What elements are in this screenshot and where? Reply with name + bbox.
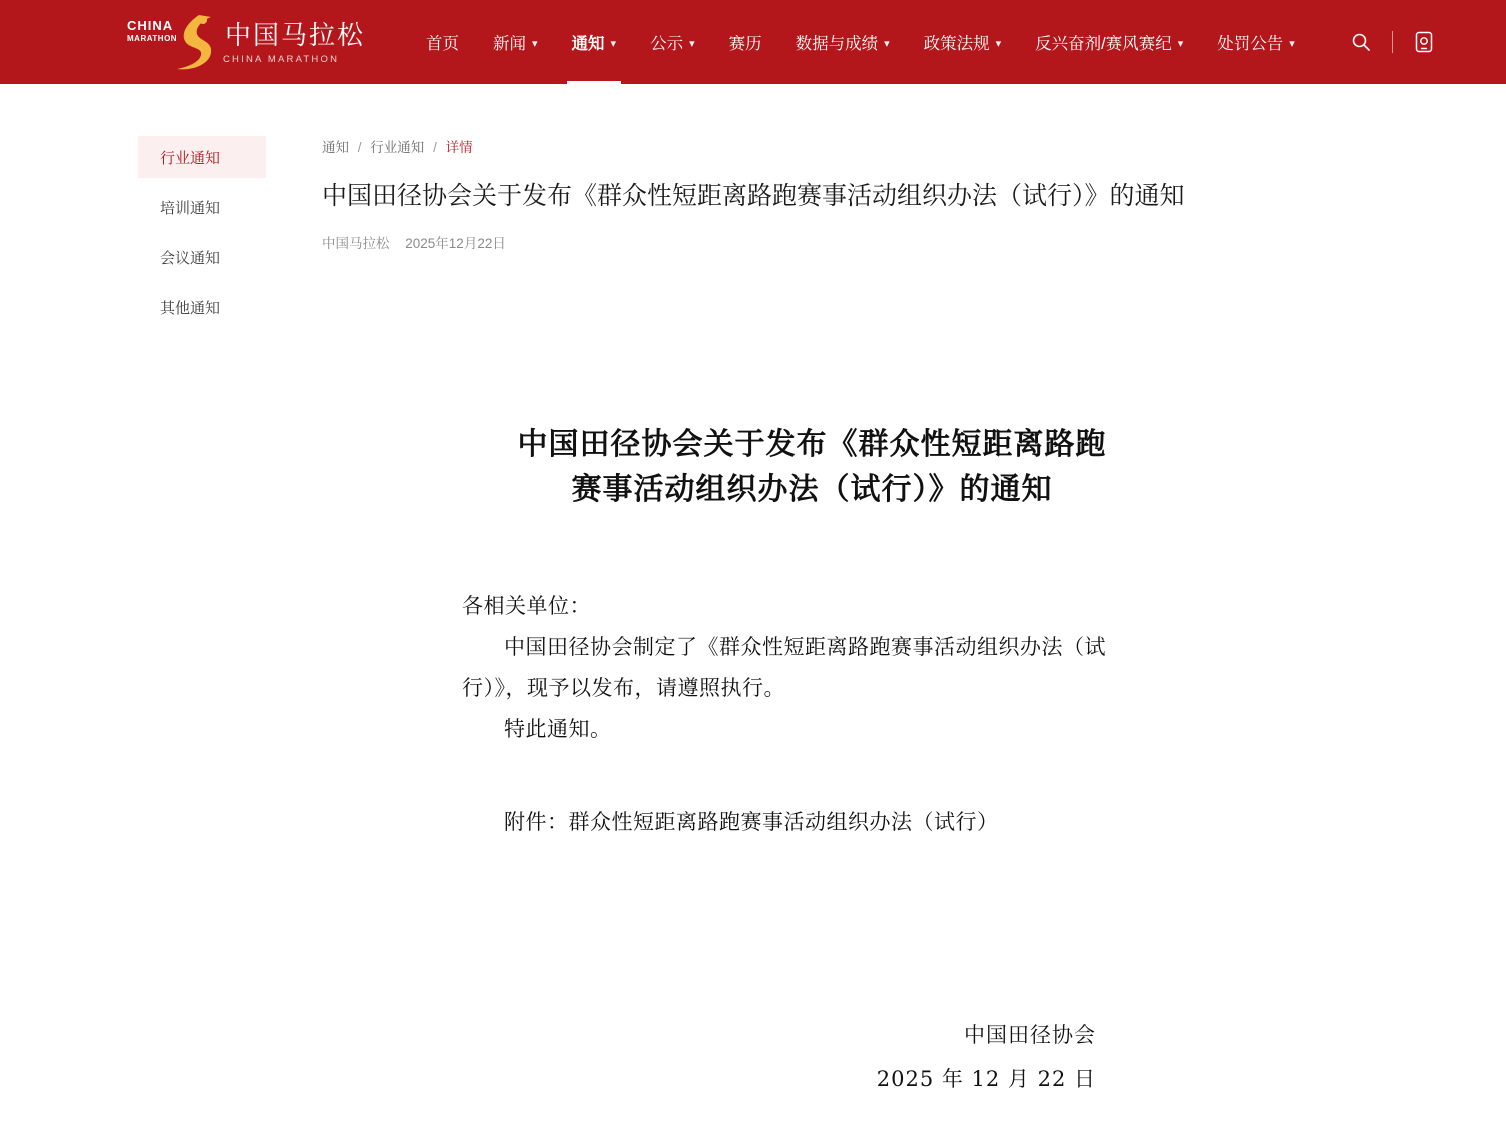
breadcrumb <box>322 136 1282 156</box>
header-divider <box>1392 31 1393 53</box>
page-title: 中国田径协会关于发布《群众性短距离路跑赛事活动组织办法（试行）》的通知 <box>322 182 1185 210</box>
chevron-down-icon: ▾ <box>995 37 1002 50</box>
brand-name-en: CHINA MARATHON <box>223 54 340 65</box>
document-title-line-2: 赛事活动组织办法（试行）》的通知 <box>571 472 1053 508</box>
nav-label: 处罚公告 <box>1217 35 1284 53</box>
nav-item-policy[interactable] <box>907 0 1019 84</box>
chevron-down-icon: ▾ <box>610 37 617 50</box>
header-tools <box>1346 27 1439 57</box>
sidebar-item-label: 会议通知 <box>160 249 221 267</box>
nav-item-penalty[interactable] <box>1200 0 1312 84</box>
article-main <box>322 136 1282 1101</box>
nav-label: 新闻 <box>493 35 527 53</box>
nav-label: 政策法规 <box>923 35 990 53</box>
category-sidebar <box>138 136 266 1101</box>
breadcrumb-separator: / <box>433 140 437 155</box>
nav-label: 数据与成绩 <box>795 35 879 53</box>
document-attachment[interactable]: 附件：群众性短距离路跑赛事活动组织办法（试行） <box>504 810 999 834</box>
nav-item-notice[interactable] <box>555 0 634 84</box>
chevron-down-icon: ▾ <box>1289 37 1295 50</box>
sidebar-item-industry-notice[interactable] <box>138 136 266 178</box>
chevron-down-icon: ▾ <box>689 37 695 50</box>
breadcrumb-separator: / <box>357 140 362 155</box>
page-content <box>0 84 1506 1101</box>
breadcrumb-item-detail: 详情 <box>445 140 473 155</box>
nav-label: 赛历 <box>728 35 762 53</box>
signature-organization: 中国田径协会 <box>964 1022 1096 1047</box>
breadcrumb-item-industry-notice[interactable]: 行业通知 <box>370 140 425 155</box>
sidebar-item-label: 培训通知 <box>160 199 221 217</box>
nav-item-data-results[interactable] <box>779 0 907 84</box>
nav-label: 公示 <box>650 35 684 53</box>
document-title-line-1: 中国田径协会关于发布《群众性短距离路跑 <box>517 427 1107 463</box>
logo-mark-bottom-text: MARATHON <box>127 34 178 43</box>
search-icon <box>1351 32 1371 52</box>
document-paragraph-2: 特此通知。 <box>504 717 612 742</box>
chevron-down-icon: ▾ <box>884 37 890 50</box>
runner-swoosh-icon <box>169 13 215 71</box>
china-marathon-logo-icon <box>123 11 219 73</box>
brand-name-cn: 中国马拉松 <box>225 20 366 50</box>
nav-item-calendar[interactable] <box>712 0 779 84</box>
sidebar-item-label: 其他通知 <box>160 299 221 317</box>
document-title <box>462 422 1162 512</box>
nav-item-news[interactable] <box>476 0 555 84</box>
nav-label: 反兴奋剂/赛风赛纪 <box>1035 35 1172 53</box>
article-meta <box>322 232 1282 252</box>
logo-mark-top-text: CHINA <box>127 18 174 33</box>
document-paragraph-1: 中国田径协会制定了《群众性短距离路跑赛事活动组织办法（试行）》，现予以发布，请遵照执行。 <box>462 635 1106 701</box>
sidebar-item-meeting-notice[interactable] <box>138 236 266 278</box>
sidebar-item-other-notice[interactable] <box>138 286 266 328</box>
chevron-down-icon: ▾ <box>532 37 538 50</box>
sidebar-item-label: 行业通知 <box>160 149 221 167</box>
breadcrumb-item-notice[interactable]: 通知 <box>322 140 349 155</box>
document-signature <box>462 1013 1162 1101</box>
mobile-app-icon <box>1414 31 1434 53</box>
nav-label: 首页 <box>426 35 460 53</box>
article-date: 2025年12月22日 <box>405 236 506 252</box>
article-source: 中国马拉松 <box>322 236 390 252</box>
nav-item-home[interactable] <box>409 0 476 84</box>
nav-item-announcement[interactable] <box>633 0 712 84</box>
signature-date: 2025 年 12 月 22 日 <box>876 1067 1096 1092</box>
nav-item-anti-doping[interactable] <box>1018 0 1200 84</box>
document-spacer <box>462 750 1162 802</box>
sidebar-item-training-notice[interactable] <box>138 186 266 228</box>
chevron-down-icon: ▾ <box>1177 37 1184 50</box>
site-header <box>0 0 1506 84</box>
mobile-app-button[interactable] <box>1409 27 1439 57</box>
nav-label: 通知 <box>571 35 605 53</box>
search-button[interactable] <box>1346 27 1376 57</box>
main-navigation <box>409 0 1312 84</box>
document-salutation: 各相关单位： <box>462 594 591 619</box>
document-body <box>462 422 1162 1101</box>
